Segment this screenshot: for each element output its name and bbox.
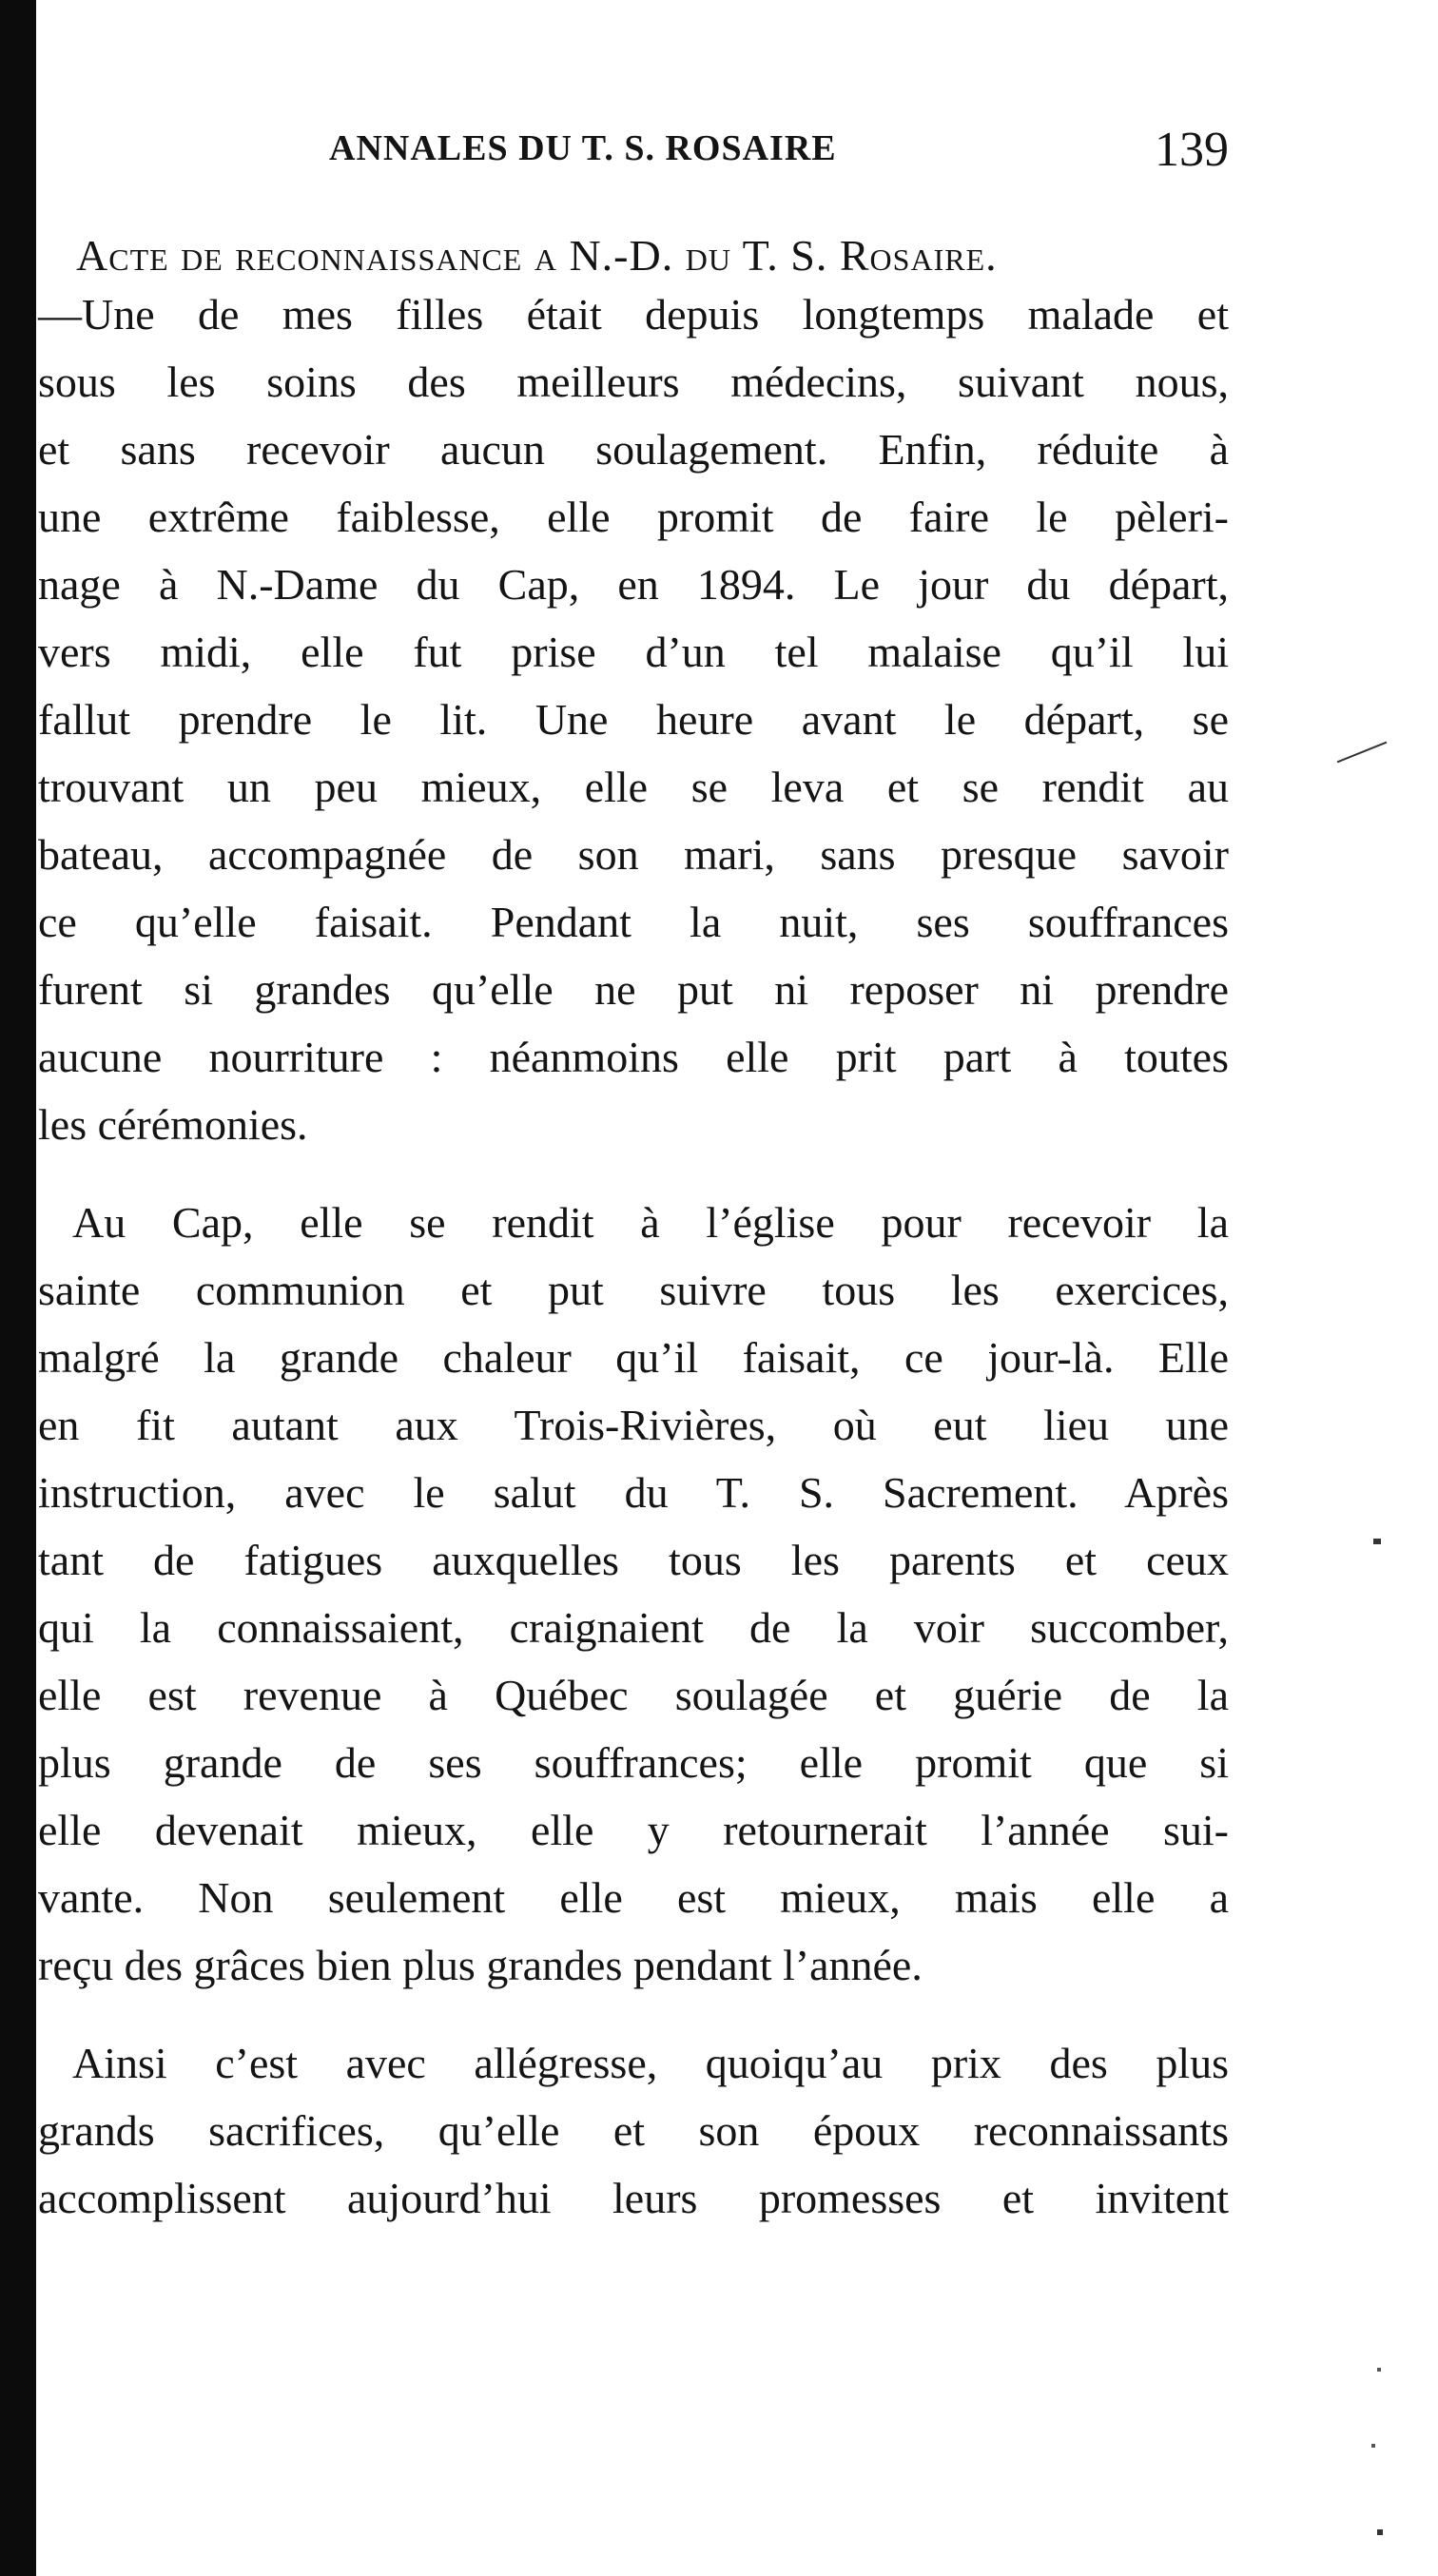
text-line: les cérémonies.: [38, 1100, 308, 1149]
text-line: elle devenait mieux, elle y retournerait l’année sui-: [38, 1806, 1229, 1854]
section-heading: Acte de reconnaissance a N.-D. du T. S. Rosaire.: [76, 231, 998, 280]
text-line: une extrême faiblesse, elle promit de faire le pèleri-: [38, 493, 1229, 541]
text-line: Ainsi c’est avec allégresse, quoiqu’au prix des plus: [72, 2039, 1229, 2087]
text-line: furent si grandes qu’elle ne put ni reposer ni prendre: [38, 965, 1229, 1014]
text-line: Au Cap, elle se rendit à l’église pour recevoir la: [72, 1198, 1229, 1247]
text-line: tant de fatigues auxquelles tous les parents et ceux: [38, 1536, 1229, 1584]
text-line: accomplissent aujourd’hui leurs promesses et invitent: [38, 2174, 1229, 2222]
page-number: 139: [1155, 123, 1229, 177]
text-line: vers midi, elle fut prise d’un tel malaise qu’il lui: [38, 628, 1229, 676]
text-line: reçu des grâces bien plus grandes pendant l’année.: [38, 1941, 923, 1989]
text-line: sainte communion et put suivre tous les exercices,: [38, 1266, 1229, 1314]
text-line: fallut prendre le lit. Une heure avant le départ, se: [38, 695, 1229, 744]
document-page: [38, 114, 1229, 2232]
text-line: instruction, avec le salut du T. S. Sacrement. Après: [38, 1468, 1229, 1517]
text-line: bateau, accompagnée de son mari, sans presque savoir: [38, 830, 1229, 879]
running-title: ANNALES DU T. S. ROSAIRE: [329, 128, 837, 168]
scan-speck: [1371, 2444, 1375, 2448]
text-line: et sans recevoir aucun soulagement. Enfin, réduite à: [38, 425, 1229, 474]
scan-speck: [1377, 2368, 1381, 2372]
text-line: sous les soins des meilleurs médecins, suivant nous,: [38, 358, 1229, 406]
paragraph-1: [38, 281, 1229, 1158]
text-line: malgré la grande chaleur qu’il faisait, ce jour-là. Elle: [38, 1333, 1229, 1382]
paragraph-gap: [38, 1999, 1229, 2029]
text-line: —Une de mes filles était depuis longtemps malade et: [38, 290, 1229, 339]
binding-edge: [0, 0, 36, 2576]
paragraph-3: [38, 2029, 1229, 2232]
text-line: qui la connaissaient, craignaient de la voir succomber,: [38, 1603, 1229, 1652]
text-line: grands sacrifices, qu’elle et son époux reconnaissants: [38, 2106, 1229, 2155]
text-line: trouvant un peu mieux, elle se leva et se rendit au: [38, 763, 1229, 811]
scan-speck: [1337, 742, 1388, 764]
running-header: [38, 114, 1229, 190]
paragraph-2: [38, 1189, 1229, 1999]
scan-speck: [1373, 1539, 1381, 1544]
text-line: en fit autant aux Trois-Rivières, où eut lieu une: [38, 1401, 1229, 1449]
text-line: plus grande de ses souffrances; elle promit que si: [38, 1738, 1229, 1787]
text-line: vante. Non seulement elle est mieux, mais elle a: [38, 1873, 1229, 1922]
scan-speck: [1377, 2529, 1383, 2535]
text-line: nage à N.-Dame du Cap, en 1894. Le jour du départ,: [38, 560, 1229, 609]
text-line: ce qu’elle faisait. Pendant la nuit, ses souffrances: [38, 898, 1229, 946]
text-line: elle est revenue à Québec soulagée et guérie de la: [38, 1671, 1229, 1719]
paragraph-gap: [38, 1158, 1229, 1189]
text-line: aucune nourriture : néanmoins elle prit part à toutes: [38, 1033, 1229, 1081]
